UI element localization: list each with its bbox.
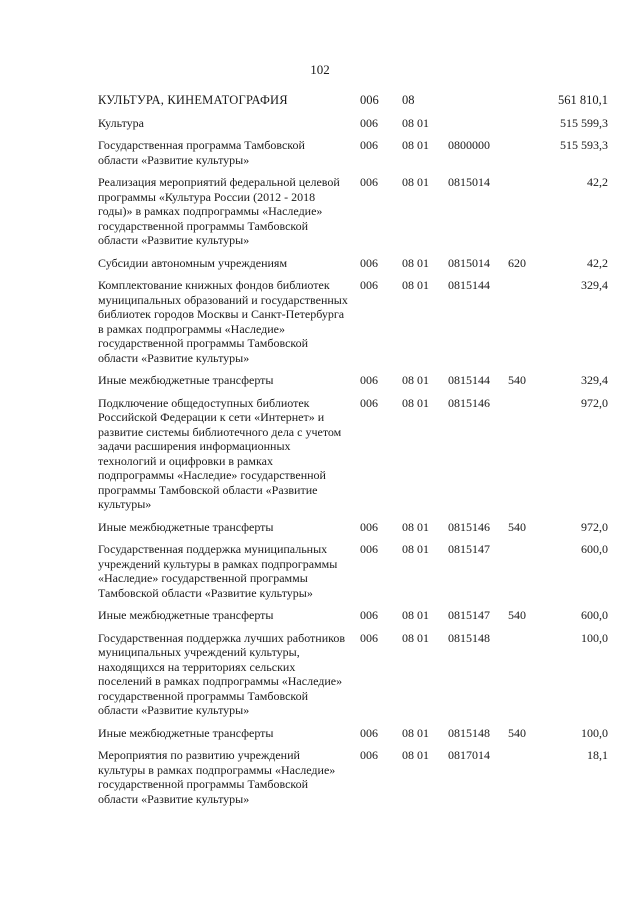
row-section-code: 08 01 — [402, 748, 429, 762]
table-row — [98, 373, 608, 388]
row-target-code: 0815148 — [448, 630, 490, 645]
row-admin-code: 006 — [360, 373, 378, 387]
row-admin-code: 006 — [360, 115, 378, 130]
row-admin-code: 006 — [360, 138, 378, 152]
row-section-code: 08 01 — [402, 519, 429, 534]
row-amount: 18,1 — [587, 748, 608, 762]
row-section-code: 08 01 — [402, 542, 429, 556]
row-amount: 100,0 — [581, 630, 608, 645]
row-section-code: 08 — [402, 93, 415, 107]
row-target-code: 0815147 — [448, 542, 490, 556]
row-name: Культура — [98, 115, 144, 130]
table-row — [98, 726, 608, 741]
row-name: Иные межбюджетные трансферты — [98, 725, 274, 740]
row-amount: 42,2 — [587, 255, 608, 270]
row-admin-code: 006 — [360, 519, 378, 534]
table-row — [98, 256, 608, 271]
row-name: Иные межбюджетные трансферты — [98, 608, 274, 622]
budget-table — [98, 93, 608, 814]
row-admin-code: 006 — [360, 725, 378, 740]
row-name: Реализация мероприятий федеральной целевой программы «Культура России (2012 - 2018 годы)» в рамках подпрограммы «Наследие» государственной программы Тамбовской области «Развитие культуры» — [98, 175, 340, 247]
row-amount: 561 810,1 — [558, 93, 608, 107]
row-type-code: 620 — [508, 255, 526, 270]
row-admin-code: 006 — [360, 175, 378, 189]
row-name: Государственная поддержка лучших работников муниципальных учреждений культуры, находящихся на территориях сельских поселений в рамках подпрограммы «Наследие» государственной программы Тамбовской области «Развитие культуры» — [98, 630, 346, 717]
table-row — [98, 542, 608, 600]
row-amount: 515 593,3 — [560, 138, 608, 152]
row-target-code: 0800000 — [448, 138, 490, 152]
row-admin-code: 006 — [360, 608, 378, 622]
row-admin-code: 006 — [360, 630, 378, 645]
row-amount: 42,2 — [587, 175, 608, 189]
row-target-code: 0815144 — [448, 278, 490, 292]
row-target-code: 0815148 — [448, 725, 490, 740]
row-section-code: 08 01 — [402, 255, 429, 270]
row-section-code: 08 01 — [402, 725, 429, 740]
row-type-code: 540 — [508, 519, 526, 534]
table-row — [98, 138, 608, 167]
row-target-code: 0815147 — [448, 608, 490, 622]
row-name: Государственная программа Тамбовской области «Развитие культуры» — [98, 138, 305, 167]
row-section-code: 08 01 — [402, 630, 429, 645]
row-name: КУЛЬТУРА, КИНЕМАТОГРАФИЯ — [98, 93, 288, 107]
table-row — [98, 278, 608, 365]
table-row — [98, 748, 608, 806]
table-row — [98, 175, 608, 248]
table-row — [98, 396, 608, 512]
row-admin-code: 006 — [360, 278, 378, 292]
row-target-code: 0815014 — [448, 255, 490, 270]
row-target-code: 0815146 — [448, 395, 490, 410]
row-name: Государственная поддержка муниципальных учреждений культуры в рамках подпрограммы «Наследие» государственной программы Тамбовской области «Развитие культуры» — [98, 542, 338, 600]
row-name: Подключение общедоступных библиотек Российской Федерации к сети «Интернет» и развитие системы библиотечного дела с учетом задачи расширения информационных технологий и оцифровки в рамках подпрограммы «Наследие» государственной программы Тамбовской области «Развитие культуры» — [98, 395, 342, 511]
row-name: Комплектование книжных фондов библиотек муниципальных образований и государственных библиотек городов Москвы и Санкт-Петербурга в рамках подпрограммы «Наследие» государственной программы Тамбовской области «Развитие культуры» — [98, 278, 348, 365]
row-admin-code: 006 — [360, 395, 378, 410]
row-section-code: 08 01 — [402, 373, 429, 387]
row-section-code: 08 01 — [402, 278, 429, 292]
row-type-code: 540 — [508, 725, 526, 740]
row-amount: 600,0 — [581, 608, 608, 622]
row-name: Иные межбюджетные трансферты — [98, 373, 274, 387]
row-amount: 329,4 — [581, 373, 608, 387]
row-section-code: 08 01 — [402, 138, 429, 152]
table-row — [98, 631, 608, 718]
row-amount: 972,0 — [581, 395, 608, 410]
row-section-code: 08 01 — [402, 115, 429, 130]
row-type-code: 540 — [508, 373, 526, 387]
row-target-code: 0815146 — [448, 519, 490, 534]
page-number: 102 — [310, 62, 330, 77]
table-row — [98, 116, 608, 131]
table-row — [98, 608, 608, 623]
row-amount: 972,0 — [581, 519, 608, 534]
row-target-code: 0815014 — [448, 175, 490, 189]
row-admin-code: 006 — [360, 255, 378, 270]
table-row — [98, 93, 608, 108]
row-section-code: 08 01 — [402, 608, 429, 622]
row-target-code: 0815144 — [448, 373, 490, 387]
row-section-code: 08 01 — [402, 175, 429, 189]
row-target-code: 0817014 — [448, 748, 490, 762]
row-amount: 100,0 — [581, 725, 608, 740]
row-amount: 515 599,3 — [560, 115, 608, 130]
row-name: Субсидии автономным учреждениям — [98, 255, 288, 270]
row-name: Иные межбюджетные трансферты — [98, 519, 274, 534]
row-admin-code: 006 — [360, 748, 378, 762]
row-amount: 600,0 — [581, 542, 608, 556]
row-amount: 329,4 — [581, 278, 608, 292]
row-type-code: 540 — [508, 608, 526, 622]
table-row — [98, 520, 608, 535]
row-admin-code: 006 — [360, 542, 378, 556]
row-admin-code: 006 — [360, 93, 379, 107]
row-section-code: 08 01 — [402, 395, 429, 410]
row-name: Мероприятия по развитию учреждений культуры в рамках подпрограммы «Наследие» государственной программы Тамбовской области «Развитие культуры» — [98, 748, 336, 806]
